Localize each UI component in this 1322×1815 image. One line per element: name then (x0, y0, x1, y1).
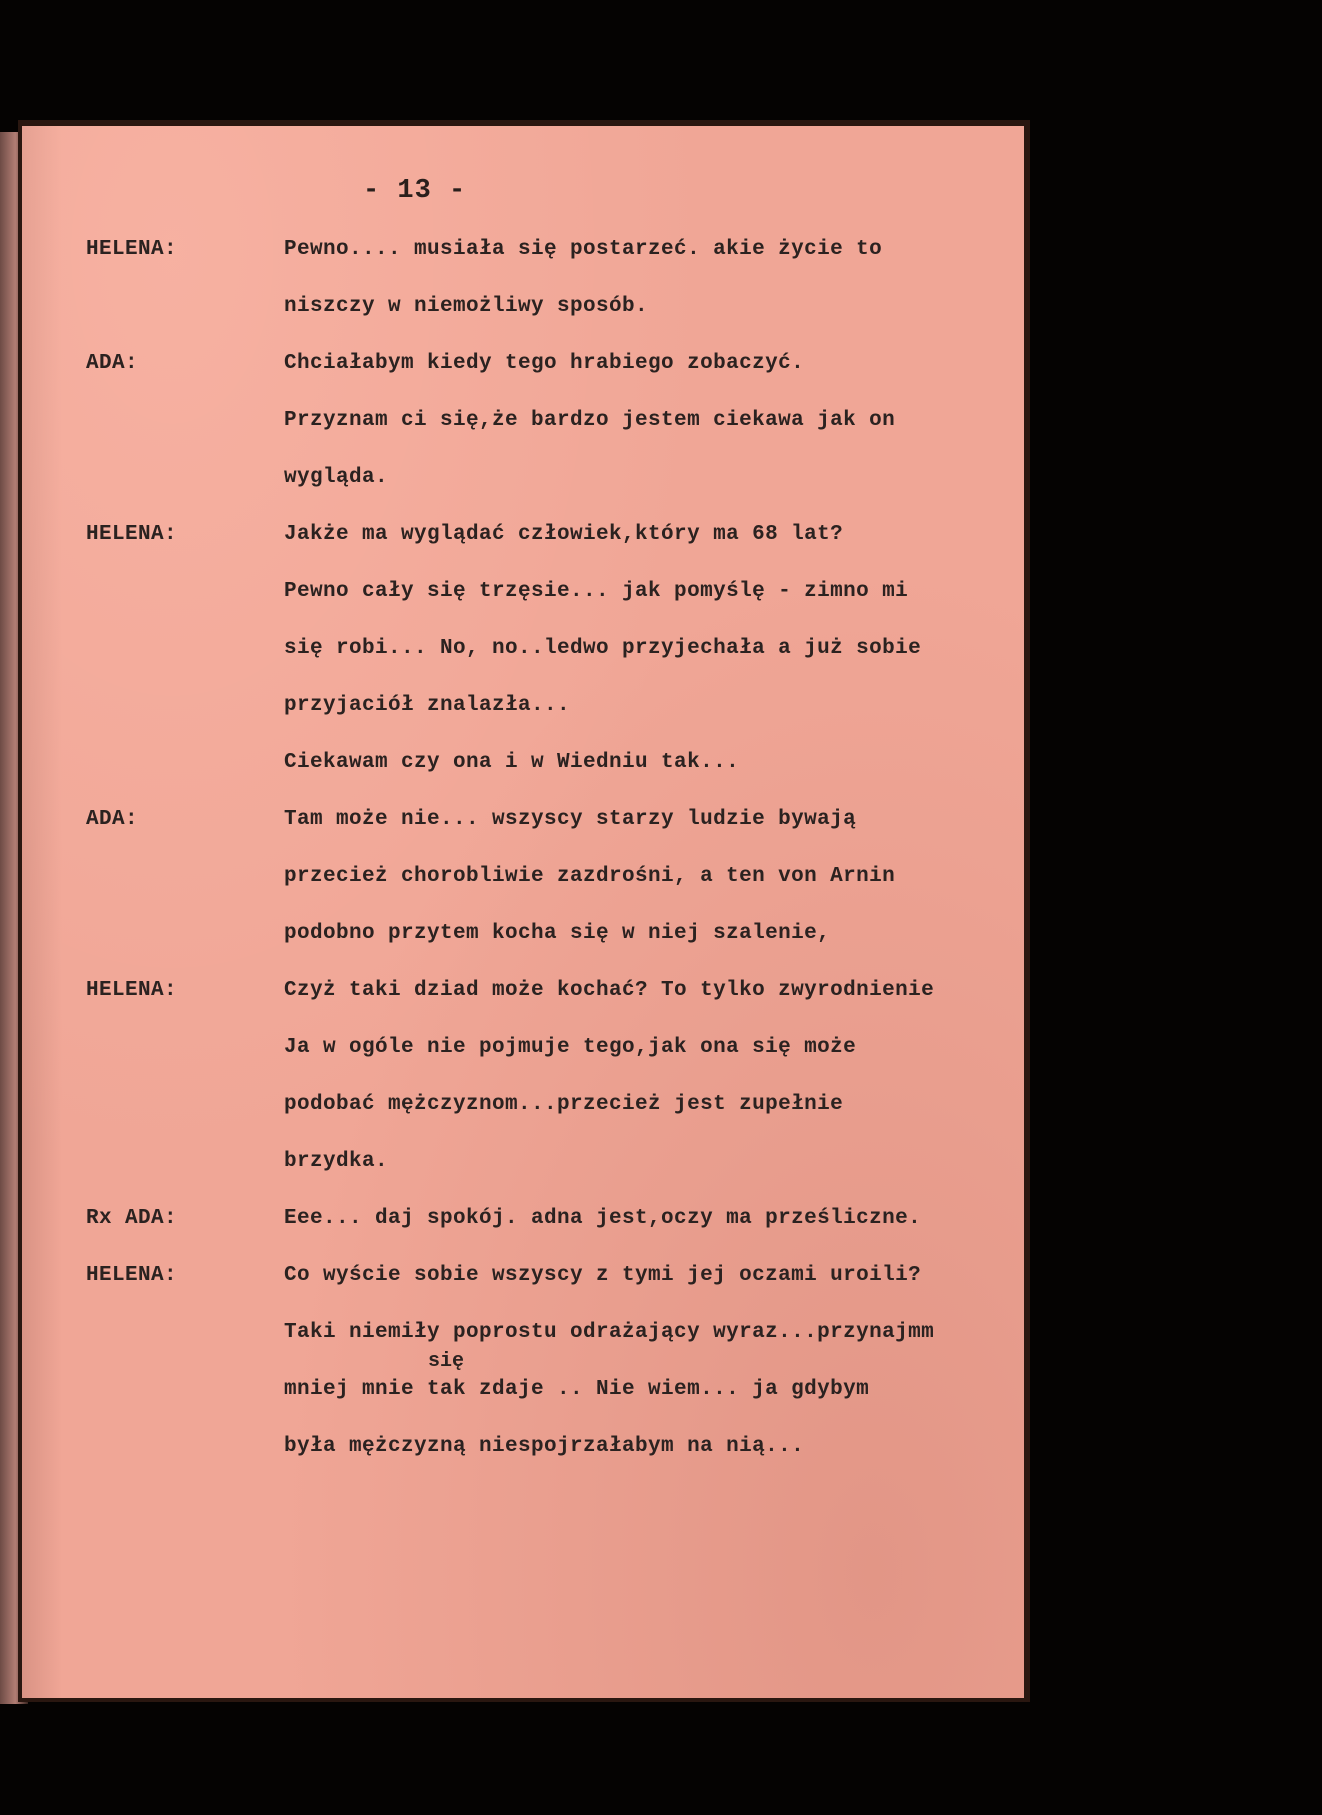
speech-text: podobać mężczyznom...przecież jest zupełnie (284, 1093, 844, 1116)
speech-text: Pewno.... musiała się postarzeć. akie życie to (284, 238, 883, 261)
dialogue-line (0, 523, 1000, 559)
dialogue-line (0, 466, 1000, 502)
speech-text: była mężczyzną niespojrzałabym na nią... (284, 1435, 805, 1458)
page-number: - 13 - (363, 176, 467, 206)
dialogue-line (0, 352, 1000, 388)
speech-text: wygląda. (284, 466, 389, 489)
speech-text: Chciałabym kiedy tego hrabiego zobaczyć. (284, 352, 805, 375)
speech-text: przyjaciół znalazła... (284, 694, 571, 717)
speech-text: Eee... daj spokój. adna jest,oczy ma prześliczne. (284, 1207, 922, 1230)
speaker-name: ADA: (86, 352, 139, 375)
speaker-name: ADA: (86, 808, 139, 831)
dialogue-line (0, 637, 1000, 673)
speaker-name: HELENA: (86, 238, 178, 261)
speaker-name: Rx ADA: (86, 1207, 178, 1230)
dialogue-line (0, 238, 1000, 274)
dialogue-line (0, 1036, 1000, 1072)
dialogue-line (0, 1207, 1000, 1243)
dialogue-line (0, 865, 1000, 901)
dialogue-line (0, 808, 1000, 844)
speech-text: się robi... No, no..ledwo przyjechała a już sobie (284, 637, 922, 660)
dialogue-line (0, 979, 1000, 1015)
speaker-name: HELENA: (86, 523, 178, 546)
dialogue-line (0, 922, 1000, 958)
speech-text: Taki niemiły poprostu odrażający wyraz...przynajmm (284, 1321, 935, 1344)
handwritten-insertion: się (428, 1350, 465, 1373)
speech-text: Czyż taki dziad może kochać? To tylko zwyrodnienie (284, 979, 935, 1002)
dialogue-line (0, 295, 1000, 331)
dialogue-line (0, 1264, 1000, 1300)
speech-text: Co wyście sobie wszyscy z tymi jej oczami uroili? (284, 1264, 922, 1287)
dialogue-line (0, 1150, 1000, 1186)
speech-text: Pewno cały się trzęsie... jak pomyślę - zimno mi (284, 580, 909, 603)
dialogue-line (0, 409, 1000, 445)
speaker-name: HELENA: (86, 1264, 178, 1287)
speech-text: Tam może nie... wszyscy starzy ludzie bywają (284, 808, 857, 831)
speech-text: Ciekawam czy ona i w Wiedniu tak... (284, 751, 740, 774)
speech-text: Jakże ma wyglądać człowiek,który ma 68 lat? (284, 523, 844, 546)
speech-text: Przyznam ci się,że bardzo jestem ciekawa jak on (284, 409, 896, 432)
dialogue-line (0, 1093, 1000, 1129)
speech-text: podobno przytem kocha się w niej szalenie, (284, 922, 831, 945)
dialogue-line (0, 694, 1000, 730)
speech-text: brzydka. (284, 1150, 389, 1173)
dialogue-line (0, 1378, 1000, 1414)
speech-text: mniej mnie tak zdaje .. Nie wiem... ja gdybym (284, 1378, 870, 1401)
speech-text: przecież chorobliwie zazdrośni, a ten von Arnin (284, 865, 896, 888)
dialogue-line (0, 751, 1000, 787)
dialogue-line (0, 1321, 1000, 1357)
dialogue-line (0, 580, 1000, 616)
dialogue-line (0, 1435, 1000, 1471)
speaker-name: HELENA: (86, 979, 178, 1002)
speech-text: niszczy w niemożliwy sposób. (284, 295, 649, 318)
speech-text: Ja w ogóle nie pojmuje tego,jak ona się może (284, 1036, 857, 1059)
